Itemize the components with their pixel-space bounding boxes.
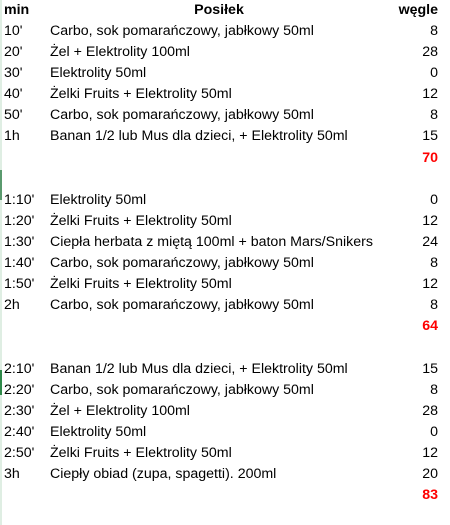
row-carbs: 12 bbox=[422, 444, 438, 461]
row-meal: Żel + Elektrolity 100ml bbox=[50, 402, 190, 419]
row-carbs: 8 bbox=[430, 297, 438, 314]
row-meal: Carbo, sok pomarańczowy, jabłkowy 50ml bbox=[50, 381, 314, 398]
row-meal: Elektrolity 50ml bbox=[50, 65, 147, 82]
subtotal-row bbox=[0, 485, 450, 506]
table-row bbox=[0, 380, 450, 401]
row-meal: Żelki Fruits + Elektrolity 50ml bbox=[50, 212, 232, 229]
row-min: 2:10' bbox=[4, 360, 35, 377]
table-row bbox=[0, 464, 450, 485]
spacer-row bbox=[0, 337, 450, 358]
table-row bbox=[0, 401, 450, 422]
row-min: 40' bbox=[4, 86, 23, 103]
row-min: 2:50' bbox=[4, 444, 35, 461]
table-row bbox=[0, 253, 450, 274]
table-row bbox=[0, 274, 450, 295]
row-min: 10' bbox=[4, 23, 23, 39]
table-row bbox=[0, 443, 450, 464]
row-min: 50' bbox=[4, 107, 23, 124]
table-row bbox=[0, 422, 450, 443]
table-row bbox=[0, 232, 450, 253]
row-meal: Banan 1/2 lub Mus dla dzieci, + Elektrolity 50ml bbox=[50, 128, 348, 145]
row-carbs: 12 bbox=[422, 276, 438, 293]
table-row bbox=[0, 295, 450, 316]
row-carbs: 8 bbox=[430, 23, 438, 39]
table-row bbox=[0, 359, 450, 380]
block-3 bbox=[0, 359, 450, 507]
row-carbs: 8 bbox=[430, 381, 438, 398]
row-meal: Żelki Fruits + Elektrolity 50ml bbox=[50, 444, 232, 461]
table-row bbox=[0, 21, 450, 42]
row-meal: Ciepły obiad (zupa, spagetti). 200ml bbox=[50, 465, 277, 482]
header-meal: Posiłek bbox=[194, 2, 244, 18]
subtotal-row bbox=[0, 316, 450, 337]
row-meal: Banan 1/2 lub Mus dla dzieci, + Elektrolity 50ml bbox=[50, 360, 348, 377]
row-carbs: 0 bbox=[430, 65, 438, 82]
row-min: 2:30' bbox=[4, 402, 35, 419]
block-1 bbox=[0, 21, 450, 169]
row-min: 1h bbox=[4, 128, 20, 145]
row-meal: Carbo, sok pomarańczowy, jabłkowy 50ml bbox=[50, 23, 314, 39]
row-carbs: 15 bbox=[422, 360, 438, 377]
table-row bbox=[0, 63, 450, 84]
row-carbs: 28 bbox=[422, 402, 438, 419]
row-carbs: 0 bbox=[430, 423, 438, 440]
row-min: 30' bbox=[4, 65, 23, 82]
row-meal: Carbo, sok pomarańczowy, jabłkowy 50ml bbox=[50, 297, 314, 314]
row-carbs: 20 bbox=[422, 465, 438, 482]
row-carbs: 15 bbox=[422, 128, 438, 145]
row-meal: Żelki Fruits + Elektrolity 50ml bbox=[50, 276, 232, 293]
row-carbs: 0 bbox=[430, 191, 438, 208]
row-min: 3h bbox=[4, 465, 20, 482]
row-min: 1:40' bbox=[4, 255, 35, 272]
row-min: 2:20' bbox=[4, 381, 35, 398]
row-carbs: 12 bbox=[422, 212, 438, 229]
table-row bbox=[0, 105, 450, 126]
block-2 bbox=[0, 190, 450, 338]
subtotal-row bbox=[0, 148, 450, 169]
row-carbs: 8 bbox=[430, 107, 438, 124]
row-meal: Żel + Elektrolity 100ml bbox=[50, 44, 190, 61]
row-carbs: 12 bbox=[422, 86, 438, 103]
row-min: 2h bbox=[4, 297, 20, 314]
table-row bbox=[0, 84, 450, 105]
header-carbs: węgle bbox=[398, 2, 438, 18]
row-min: 1:30' bbox=[4, 233, 35, 250]
row-meal: Elektrolity 50ml bbox=[50, 423, 147, 440]
spacer-row bbox=[0, 169, 450, 190]
table-row bbox=[0, 42, 450, 63]
row-min: 20' bbox=[4, 44, 23, 61]
table-header bbox=[0, 0, 450, 21]
row-min: 1:10' bbox=[4, 191, 35, 208]
row-carbs: 28 bbox=[422, 44, 438, 61]
header-min: min bbox=[4, 2, 30, 18]
row-meal: Carbo, sok pomarańczowy, jabłkowy 50ml bbox=[50, 107, 314, 124]
row-min: 1:20' bbox=[4, 212, 35, 229]
table-row bbox=[0, 211, 450, 232]
table-row bbox=[0, 126, 450, 147]
row-meal: Ciepła herbata z miętą 100ml + baton Mars/Snikers bbox=[50, 233, 373, 250]
row-meal: Żelki Fruits + Elektrolity 50ml bbox=[50, 86, 232, 103]
row-carbs: 24 bbox=[422, 233, 438, 250]
row-min: 2:40' bbox=[4, 423, 35, 440]
subtotal-carbs: 64 bbox=[422, 318, 438, 335]
subtotal-carbs: 70 bbox=[422, 149, 438, 166]
row-min: 1:50' bbox=[4, 276, 35, 293]
row-carbs: 8 bbox=[430, 255, 438, 272]
subtotal-carbs: 83 bbox=[422, 487, 438, 504]
row-meal: Carbo, sok pomarańczowy, jabłkowy 50ml bbox=[50, 255, 314, 272]
table-row bbox=[0, 190, 450, 211]
row-meal: Elektrolity 50ml bbox=[50, 191, 147, 208]
